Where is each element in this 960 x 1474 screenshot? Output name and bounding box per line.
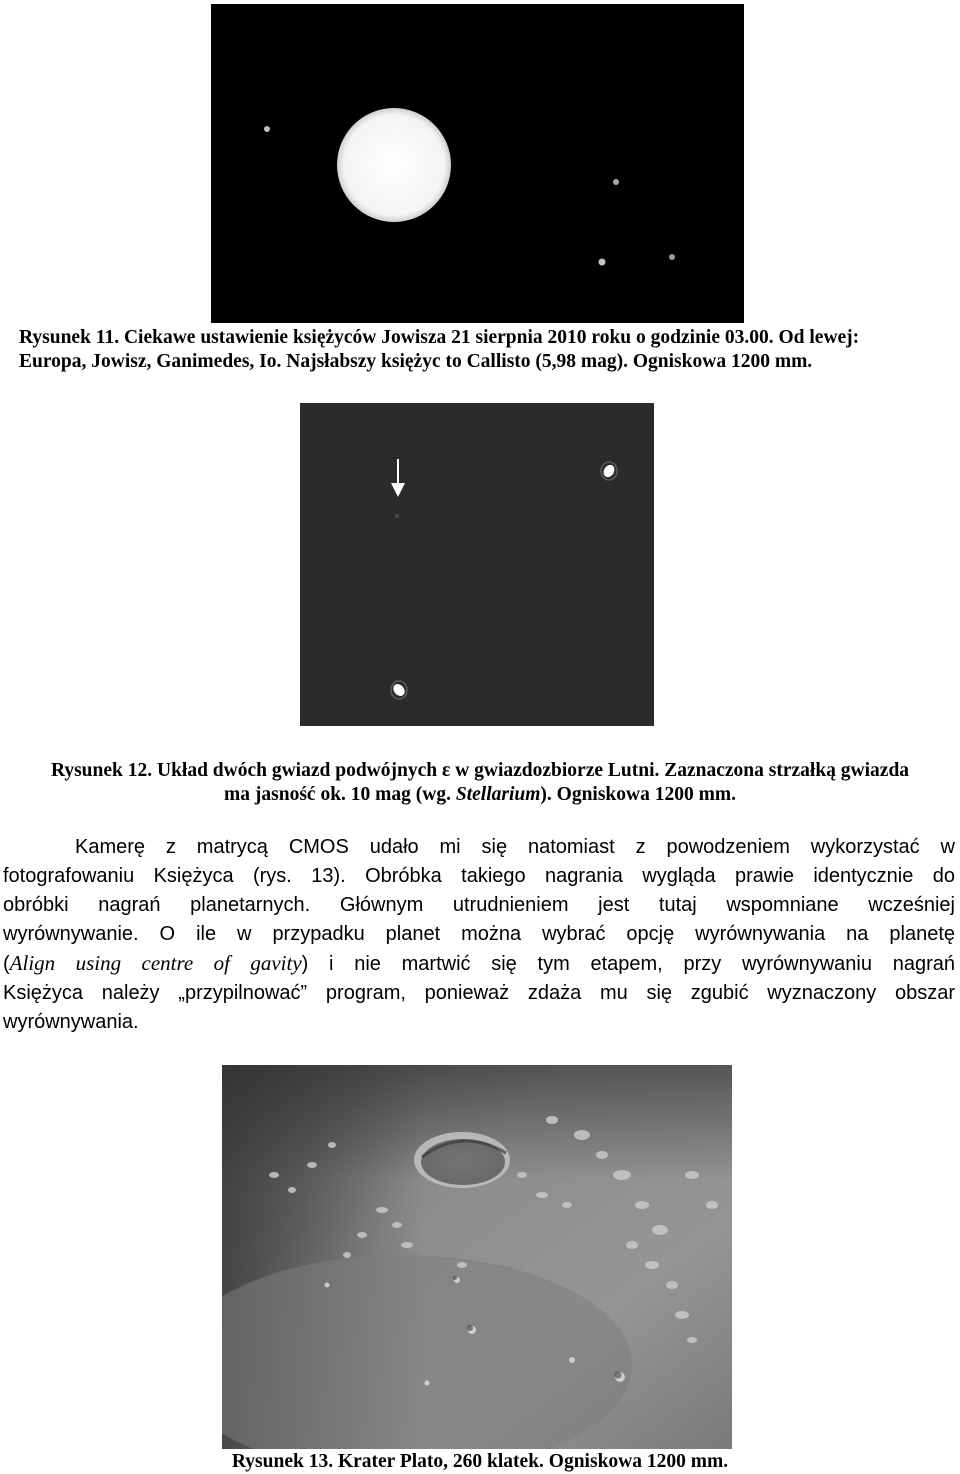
paragraph-line-5 — [3, 949, 955, 979]
figure-12-caption-line2-a: ma jasność ok. 10 mag (wg. — [224, 784, 456, 805]
moon-callisto — [669, 254, 675, 260]
figure-11-jupiter-image — [211, 4, 744, 323]
plato-crater — [414, 1132, 510, 1188]
figure-13-caption — [0, 1450, 960, 1474]
figure-12-caption-line2 — [0, 783, 960, 807]
paragraph-line-1 — [3, 833, 955, 862]
moon-europa — [264, 126, 270, 132]
paragraph-line-2: fotografowaniu Księżyca (rys. 13). Obróbka takiego nagrania wygląda prawie identycznie do — [3, 865, 955, 887]
figure-11-caption-line2: Europa, Jowisz, Ganimedes, Io. Najsłabszy księżyc to Callisto (5,98 mag). Ogniskowa 1200 mm. — [19, 351, 813, 372]
paragraph-line-4: wyrównywanie. O ile w przypadku planet można wybrać opcję wyrównywania na planetę — [3, 923, 955, 945]
stellarium-italic: Stellarium — [455, 784, 541, 805]
paragraph-line-5-open: ( — [3, 953, 10, 975]
plato-photo — [222, 1065, 732, 1449]
paragraph-line-6: Księżyca należy „przypilnować” program, ponieważ zdaża mu się zgubić wyznaczony obszar — [3, 982, 955, 1004]
paragraph-line-5-rest: ) i nie martwić się tym etapem, przy wyrównywaniu nagrań — [301, 953, 955, 975]
body-paragraph — [3, 833, 955, 1037]
jupiter-disk — [337, 108, 451, 222]
lyra-photo — [300, 403, 654, 726]
align-option-italic: Align using centre of gavity — [9, 951, 302, 975]
paragraph-line-3: obróbki nagrań planetarnych. Głównym utrudnieniem jest tutaj wspomniane wcześniej — [3, 894, 955, 916]
jupiter-photo — [211, 4, 744, 323]
figure-11-caption-line1: Rysunek 11. Ciekawe ustawienie księżyców Jowisza 21 sierpnia 2010 roku o godzinie 03.00. Od lewej: — [19, 327, 860, 348]
moon-ganymede — [613, 179, 619, 185]
figure-12-caption-line2-b: ). Ogniskowa 1200 mm. — [540, 784, 736, 805]
figure-12-lyra-image — [300, 403, 654, 726]
paragraph-line-1-text: Kamerę z matrycą CMOS udało mi się natomiast z powodzeniem wykorzystać w — [75, 836, 955, 858]
figure-13-caption-text: Rysunek 13. Krater Plato, 260 klatek. Ogniskowa 1200 mm. — [231, 1451, 729, 1472]
figure-12-caption — [0, 759, 960, 807]
figure-11-caption — [19, 326, 949, 374]
figure-13-plato-image — [222, 1065, 732, 1449]
moon-io — [599, 259, 606, 266]
paragraph-line-7: wyrównywania. — [3, 1011, 139, 1033]
figure-12-caption-line1: Rysunek 12. Układ dwóch gwiazd podwójnych ε w gwiazdozbiorze Lutni. Zaznaczona strzałką gwiazda — [50, 760, 910, 781]
faint-star — [395, 514, 399, 518]
